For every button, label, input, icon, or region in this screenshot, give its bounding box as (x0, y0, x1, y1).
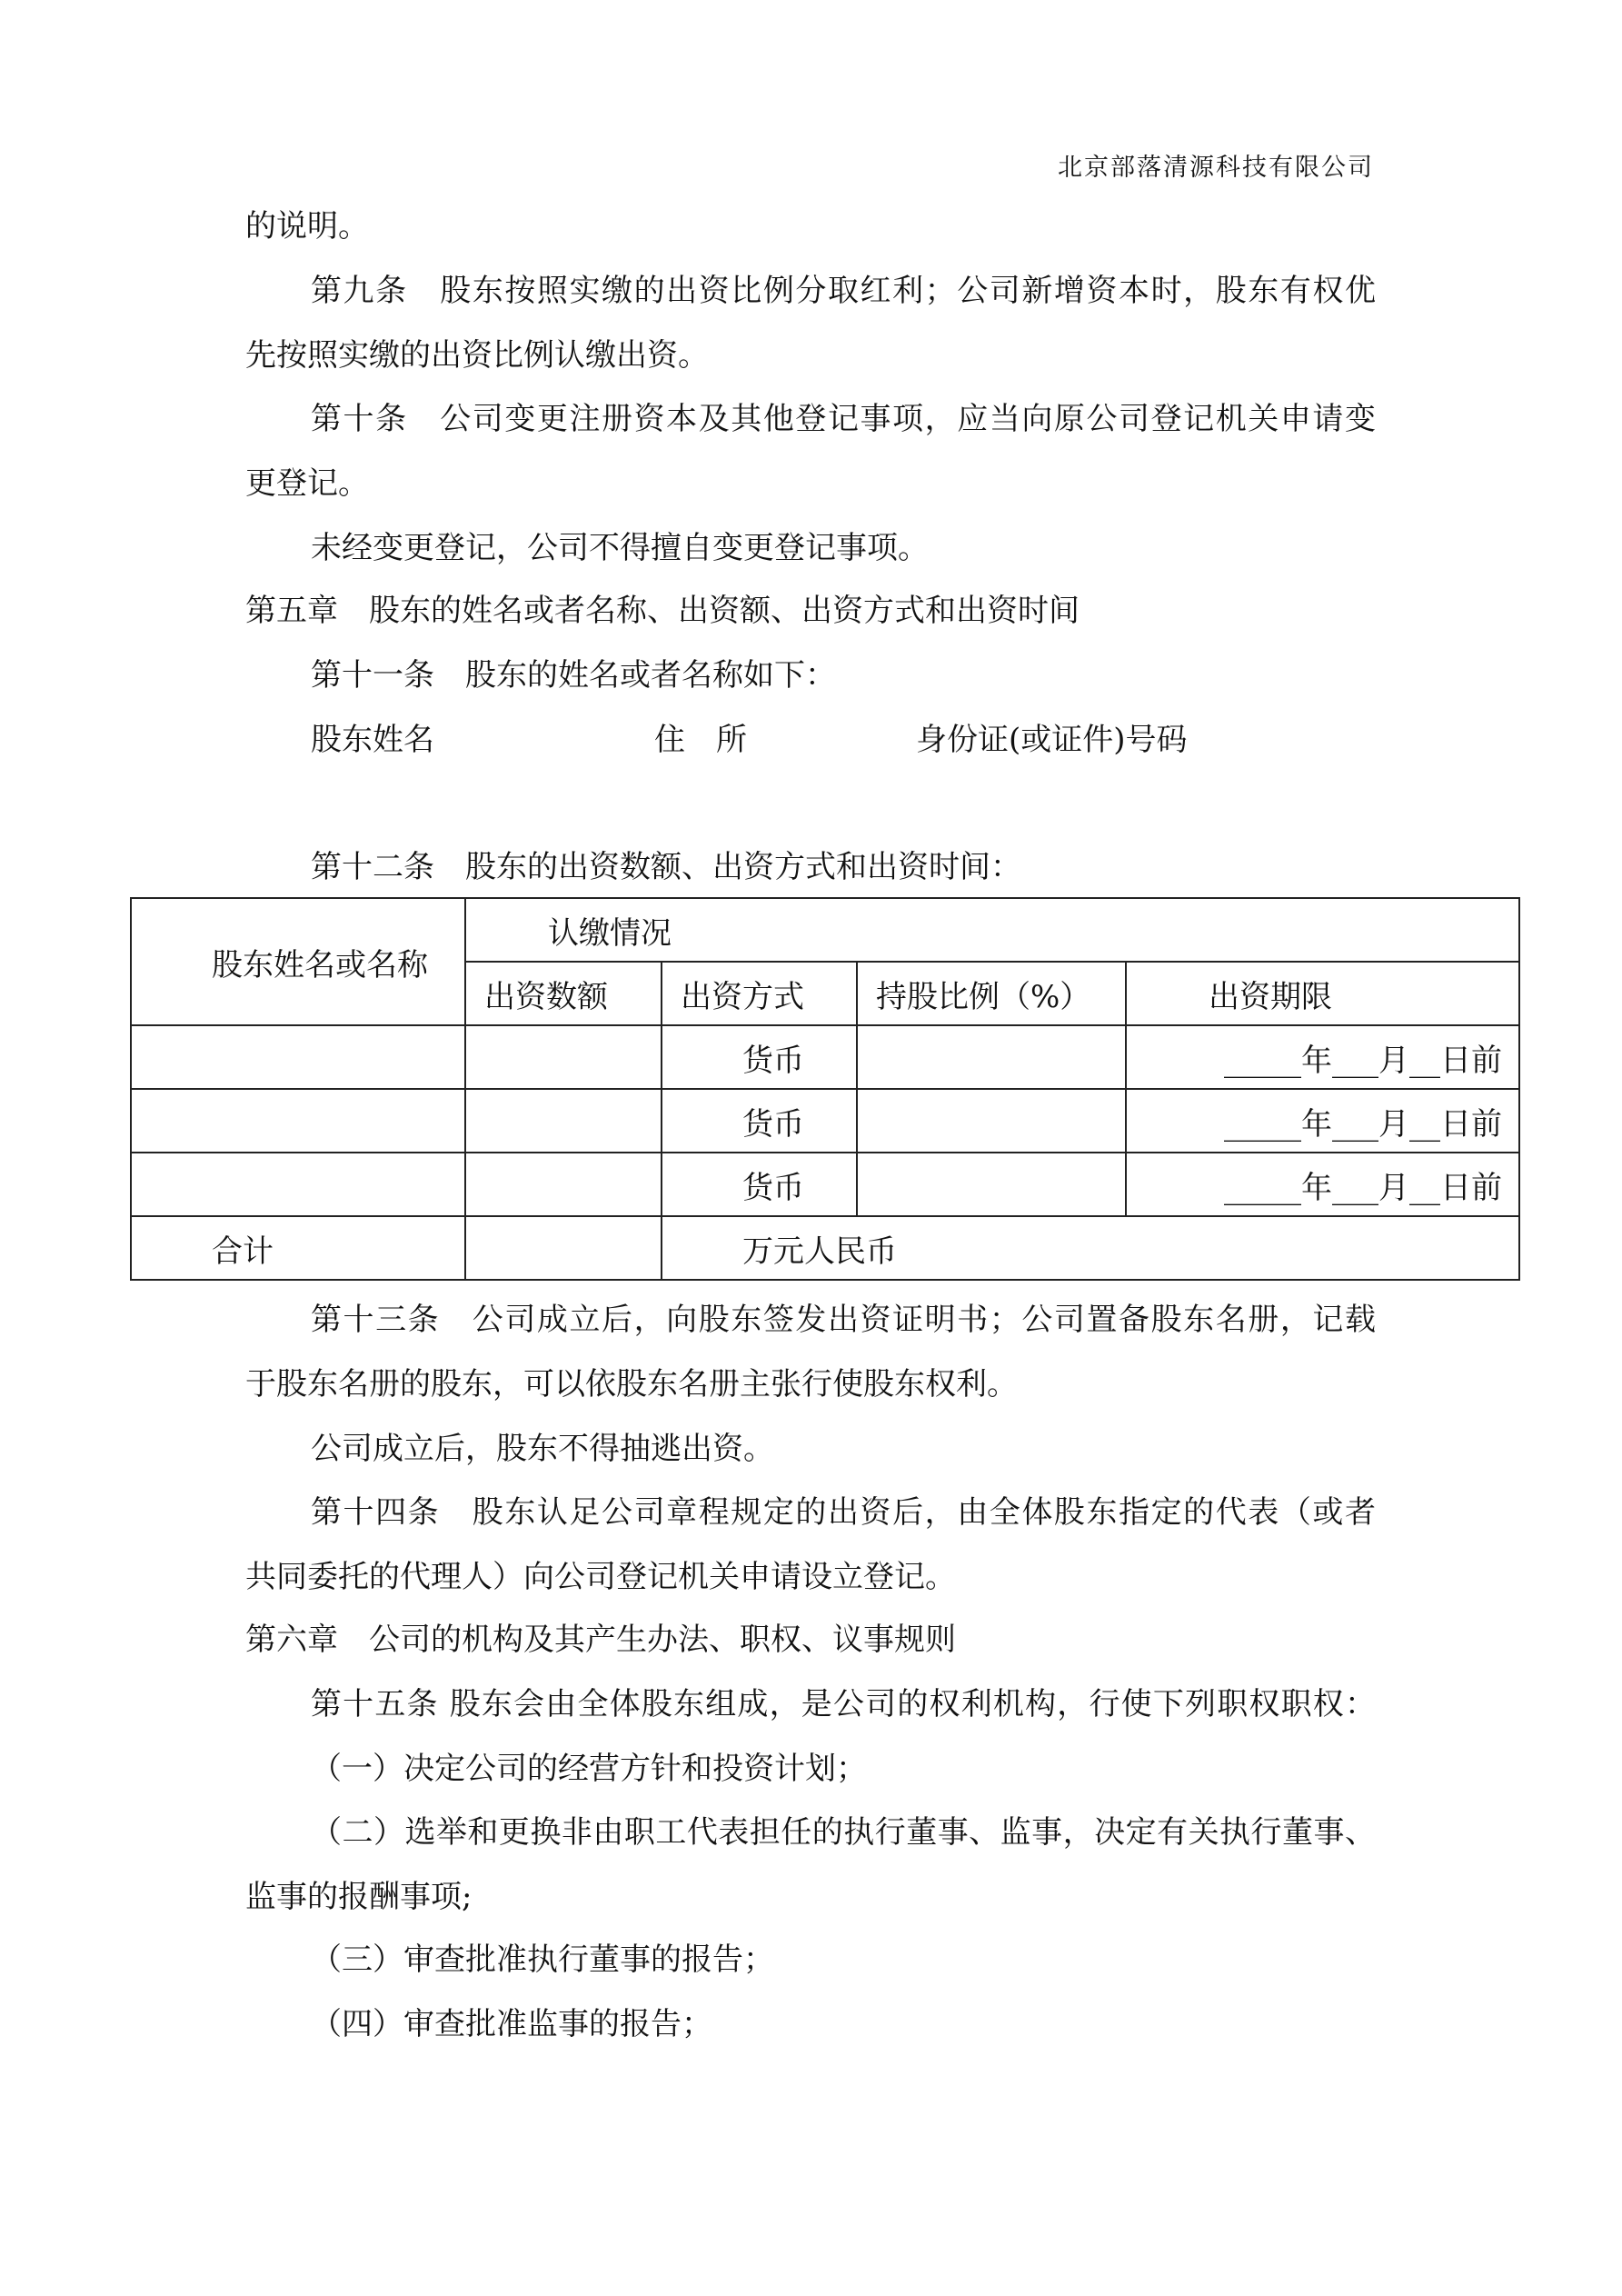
cell-amount (465, 1089, 662, 1153)
list-item: （二）选举和更换非由职工代表担任的执行董事、监事，决定有关执行董事、 (311, 1814, 1376, 1851)
cell-method: 货币 (662, 1089, 857, 1153)
header-shareholder-name: 股东姓名或名称 (131, 898, 465, 1025)
list-item: （三）审查批准执行董事的报告； (311, 1942, 774, 1978)
paragraph-line: 未经变更登记，公司不得擅自变更登记事项。 (311, 530, 929, 566)
article-13: 第十三条 公司成立后，向股东签发出资证明书；公司置备股东名册，记载 (311, 1302, 1376, 1338)
list-item: （四）审查批准监事的报告； (311, 2006, 712, 2042)
list-item: （一）决定公司的经营方针和投资计划； (311, 1751, 867, 1787)
list-header-address: 住 所 (654, 722, 747, 758)
paragraph-line: 的说明。 (245, 208, 369, 245)
cell-name (131, 1089, 465, 1153)
cell-ratio (857, 1089, 1126, 1153)
article-11: 第十一条 股东的姓名或者名称如下： (311, 657, 836, 694)
company-header: 北京部落清源科技有限公司 (1058, 154, 1374, 182)
list-header-name: 股东姓名 (311, 722, 434, 758)
cell-name (131, 1153, 465, 1216)
cell-deadline: _____年___月__日前 (1126, 1089, 1519, 1153)
cell-name (131, 1025, 465, 1089)
cell-ratio (857, 1025, 1126, 1089)
header-method: 出资方式 (662, 962, 857, 1025)
table-row (131, 1025, 1519, 1089)
paragraph-line: 公司成立后，股东不得抽逃出资。 (311, 1431, 774, 1467)
total-label: 合计 (131, 1216, 465, 1280)
article-12: 第十二条 股东的出资数额、出资方式和出资时间： (311, 849, 1021, 885)
header-deadline: 出资期限 (1126, 962, 1519, 1025)
article-15: 第十五条 股东会由全体股东组成，是公司的权利机构，行使下列职权职权： (311, 1686, 1376, 1722)
list-header-id: 身份证(或证件)号码 (916, 722, 1188, 758)
table-row (131, 1089, 1519, 1153)
total-amount (465, 1216, 662, 1280)
header-amount: 出资数额 (465, 962, 662, 1025)
cell-method: 货币 (662, 1025, 857, 1089)
paragraph-line: 共同委托的代理人）向公司登记机关申请设立登记。 (245, 1559, 956, 1595)
paragraph-line: 监事的报酬事项; (245, 1879, 473, 1915)
paragraph-line: 更登记。 (245, 465, 369, 502)
paragraph-line: 先按照实缴的出资比例认缴出资。 (245, 337, 709, 374)
cell-amount (465, 1153, 662, 1216)
article-14: 第十四条 股东认足公司章程规定的出资后，由全体股东指定的代表（或者 (311, 1494, 1376, 1531)
cell-deadline: _____年___月__日前 (1126, 1153, 1519, 1216)
paragraph-line: 于股东名册的股东，可以依股东名册主张行使股东权利。 (245, 1366, 1018, 1403)
cell-deadline: _____年___月__日前 (1126, 1025, 1519, 1089)
header-ratio: 持股比例（%） (857, 962, 1126, 1025)
article-10: 第十条 公司变更注册资本及其他登记事项，应当向原公司登记机关申请变 (311, 401, 1376, 437)
table-row (131, 1153, 1519, 1216)
header-subscription: 认缴情况 (465, 898, 1519, 962)
article-9: 第九条 股东按照实缴的出资比例分取红利；公司新增资本时，股东有权优 (311, 273, 1376, 309)
capital-contribution-table (130, 897, 1520, 1281)
cell-ratio (857, 1153, 1126, 1216)
chapter-5-heading: 第五章 股东的姓名或者名称、出资额、出资方式和出资时间 (245, 593, 1080, 629)
cell-method: 货币 (662, 1153, 857, 1216)
total-unit: 万元人民币 (662, 1216, 1519, 1280)
cell-amount (465, 1025, 662, 1089)
total-row (131, 1216, 1519, 1280)
chapter-6-heading: 第六章 公司的机构及其产生办法、职权、议事规则 (245, 1622, 956, 1658)
